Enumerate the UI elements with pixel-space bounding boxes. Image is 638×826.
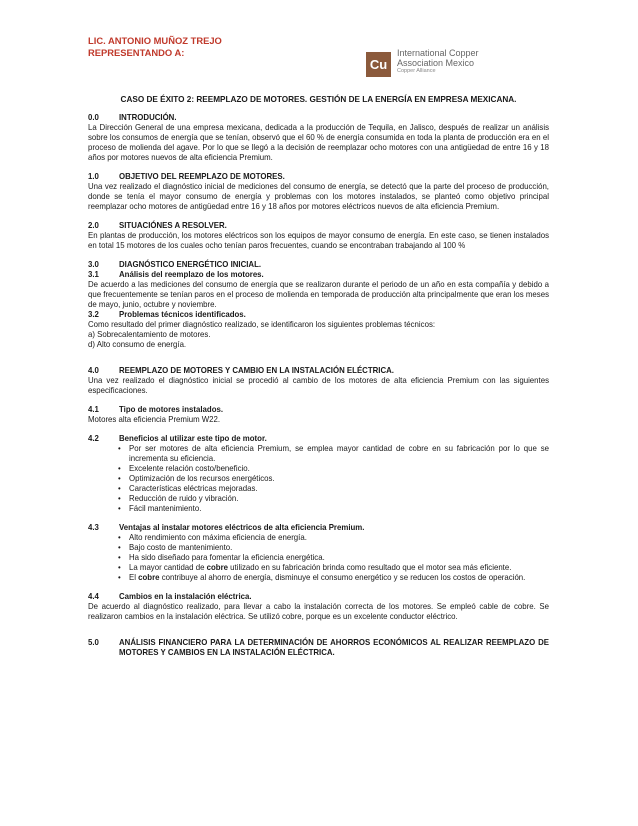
advantages-list bbox=[88, 533, 549, 583]
subsection-number: 3.1 bbox=[88, 270, 99, 279]
section-body: La Dirección General de una empresa mexicana, dedicada a la producción de Tequila, en Jalisco, después de realizar un análisis sobre los consumos de energía que se tenían, observó que el 60 % de energía consumida en toda la planta de producción era en el proceso de molienda del agave. Por lo que se llegó a la decisión de reemplazar ocho motores con una antigüedad de entre 16 y 18 años por motores nuevos de alta eficiencia Premium. bbox=[88, 123, 549, 162]
benefits-list bbox=[88, 444, 549, 514]
cu-logo-mark: Cu bbox=[366, 52, 391, 77]
subsection-heading bbox=[88, 270, 549, 280]
author-name: LIC. ANTONIO MUÑOZ TREJO bbox=[88, 35, 222, 46]
section-title: SITUACIÓNES A RESOLVER. bbox=[119, 221, 227, 230]
section-body: Una vez realizado el diagnóstico inicial de mediciones del consumo de energía, se detectó que la parte del proceso de producción, donde se tenía el mayor consumo de energía y problemas con los motores instalados, se planteó como objetivo principal reemplazar ocho motores de antigüedad entre 16 y 18 años por motores eléctricos nuevos de alta eficiencia Premium. bbox=[88, 182, 549, 211]
list-item: • Alto rendimiento con máxima eficiencia de energía. bbox=[118, 533, 549, 543]
section-heading bbox=[88, 366, 549, 376]
subsection-body: De acuerdo al diagnóstico realizado, para llevar a cabo la instalación correcta de los motores. Se empleó cable de cobre. Se realizaron cambios en la instalación eléctrica. Se utilizó cobre, porque es un excelente conductor eléctrico. bbox=[88, 602, 549, 621]
section-title: INTRODUCIÓN. bbox=[119, 113, 177, 122]
subsection-heading bbox=[88, 310, 549, 320]
list-item: • Optimización de los recursos energéticos. bbox=[118, 474, 549, 484]
list-item bbox=[118, 573, 549, 583]
section-number: 4.0 bbox=[88, 366, 99, 375]
logo-line-2: Association Mexico bbox=[397, 58, 475, 68]
subsection-number: 4.2 bbox=[88, 434, 99, 443]
subsection-title: Ventajas al instalar motores eléctricos de alta eficiencia Premium. bbox=[119, 523, 365, 532]
section-body: En plantas de producción, los motores eléctricos son los equipos de mayor consumo de energía. En este caso, se tienen instalados en total 15 motores de los cuales ocho tenían paros frecuentes, cuando se encontraban trabajando al 100 % bbox=[88, 231, 549, 250]
representing-label: REPRESENTANDO A: bbox=[88, 47, 185, 58]
section-heading bbox=[88, 260, 549, 270]
section-heading bbox=[88, 221, 549, 231]
list-item: • Reducción de ruido y vibración. bbox=[118, 494, 549, 504]
problem-item: d) Alto consumo de energía. bbox=[88, 340, 187, 349]
list-item: • Por ser motores de alta eficiencia Premium, se emplea mayor cantidad de cobre en su fabricación por lo que se incrementa su eficiencia. bbox=[118, 444, 549, 464]
section-introduction bbox=[88, 113, 549, 163]
section-objective bbox=[88, 172, 549, 212]
document-title: CASO DE ÉXITO 2: REEMPLAZO DE MOTORES. GESTIÓN DE LA ENERGÍA EN EMPRESA MEXICANA. bbox=[120, 95, 517, 104]
item-bold-text: cobre bbox=[206, 563, 228, 572]
section-number: 5.0 bbox=[88, 638, 99, 647]
list-item: • Ha sido diseñado para fomentar la eficiencia energética. bbox=[118, 553, 549, 563]
subsection-number: 4.4 bbox=[88, 592, 99, 601]
subsection-number: 4.3 bbox=[88, 523, 99, 532]
subsection-number: 3.2 bbox=[88, 310, 99, 319]
subsection-title: Tipo de motores instalados. bbox=[119, 405, 224, 414]
section-number: 2.0 bbox=[88, 221, 99, 230]
section-body: Una vez realizado el diagnóstico inicial se procedió al cambio de los motores de alta eficiencia Premium con las siguientes especificaciones. bbox=[88, 376, 549, 395]
section-number: 0.0 bbox=[88, 113, 99, 122]
subsection-heading bbox=[88, 434, 549, 444]
subsection-heading bbox=[88, 405, 549, 415]
section-heading bbox=[88, 172, 549, 182]
section-heading bbox=[88, 638, 549, 658]
problem-item: a) Sobrecalentamiento de motores. bbox=[88, 330, 211, 339]
section-financial-analysis bbox=[88, 638, 549, 658]
section-number: 1.0 bbox=[88, 172, 99, 181]
document-content bbox=[88, 95, 549, 658]
author-block bbox=[88, 35, 222, 59]
section-heading bbox=[88, 113, 549, 123]
list-item: • Fácil mantenimiento. bbox=[118, 504, 549, 514]
list-item: • Excelente relación costo/beneficio. bbox=[118, 464, 549, 474]
item-bold-text: cobre bbox=[138, 573, 160, 582]
item-text: utilizado en su fabricación brinda como resultado que el motor sea más eficiente. bbox=[228, 563, 512, 572]
item-text: La mayor cantidad de bbox=[129, 563, 207, 572]
copper-association-logo bbox=[366, 46, 546, 82]
subsection-title: Cambios en la instalación eléctrica. bbox=[119, 592, 252, 601]
section-title: ANÁLISIS FINANCIERO PARA LA DETERMINACIÓN DE AHORROS ECONÓMICOS AL REALIZAR REEMPLAZO DE MOTORES Y CAMBIOS EN LA INSTALACIÓN ELÉCTRICA. bbox=[119, 638, 549, 657]
section-title: OBJETIVO DEL REEMPLAZO DE MOTORES. bbox=[119, 172, 285, 181]
subsection-title: Análisis del reemplazo de los motores. bbox=[119, 270, 264, 279]
subsection-heading bbox=[88, 523, 549, 533]
subsection-title: Beneficios al utilizar este tipo de motor. bbox=[119, 434, 267, 443]
subsection-body: Como resultado del primer diagnóstico realizado, se identificaron los siguientes problemas técnicos: bbox=[88, 320, 436, 329]
list-item: • Características eléctricas mejoradas. bbox=[118, 484, 549, 494]
subsection-title: Problemas técnicos identificados. bbox=[119, 310, 246, 319]
section-diagnosis bbox=[88, 260, 549, 350]
list-item: • Bajo costo de mantenimiento. bbox=[118, 543, 549, 553]
subsection-body: Motores alta eficiencia Premium W22. bbox=[88, 415, 221, 424]
subsection-body: De acuerdo a las mediciones del consumo de energía que se realizaron durante el periodo de un año en esta compañía y debido a que frecuentemente se tenían paros en el proceso de molienda en temporada de producción alta principalmente que eran los meses de mayo, junio, octubre y noviembre. bbox=[88, 280, 549, 309]
section-replacement bbox=[88, 366, 549, 622]
item-text: contribuye al ahorro de energía, disminuye el consumo energético y se reducen los costos de operación. bbox=[159, 573, 526, 582]
logo-line-3: Copper Alliance bbox=[397, 68, 436, 74]
subsection-number: 4.1 bbox=[88, 405, 99, 414]
logo-text bbox=[397, 48, 479, 75]
subsection-heading bbox=[88, 592, 549, 602]
list-item bbox=[118, 563, 549, 573]
logo-line-1: International Copper bbox=[397, 48, 479, 58]
section-title: REEMPLAZO DE MOTORES Y CAMBIO EN LA INSTALACIÓN ELÉCTRICA. bbox=[119, 366, 394, 375]
section-situations bbox=[88, 221, 549, 251]
section-number: 3.0 bbox=[88, 260, 99, 269]
item-text: El bbox=[129, 573, 139, 582]
section-title: DIAGNÓSTICO ENERGÉTICO INICIAL. bbox=[119, 260, 262, 269]
